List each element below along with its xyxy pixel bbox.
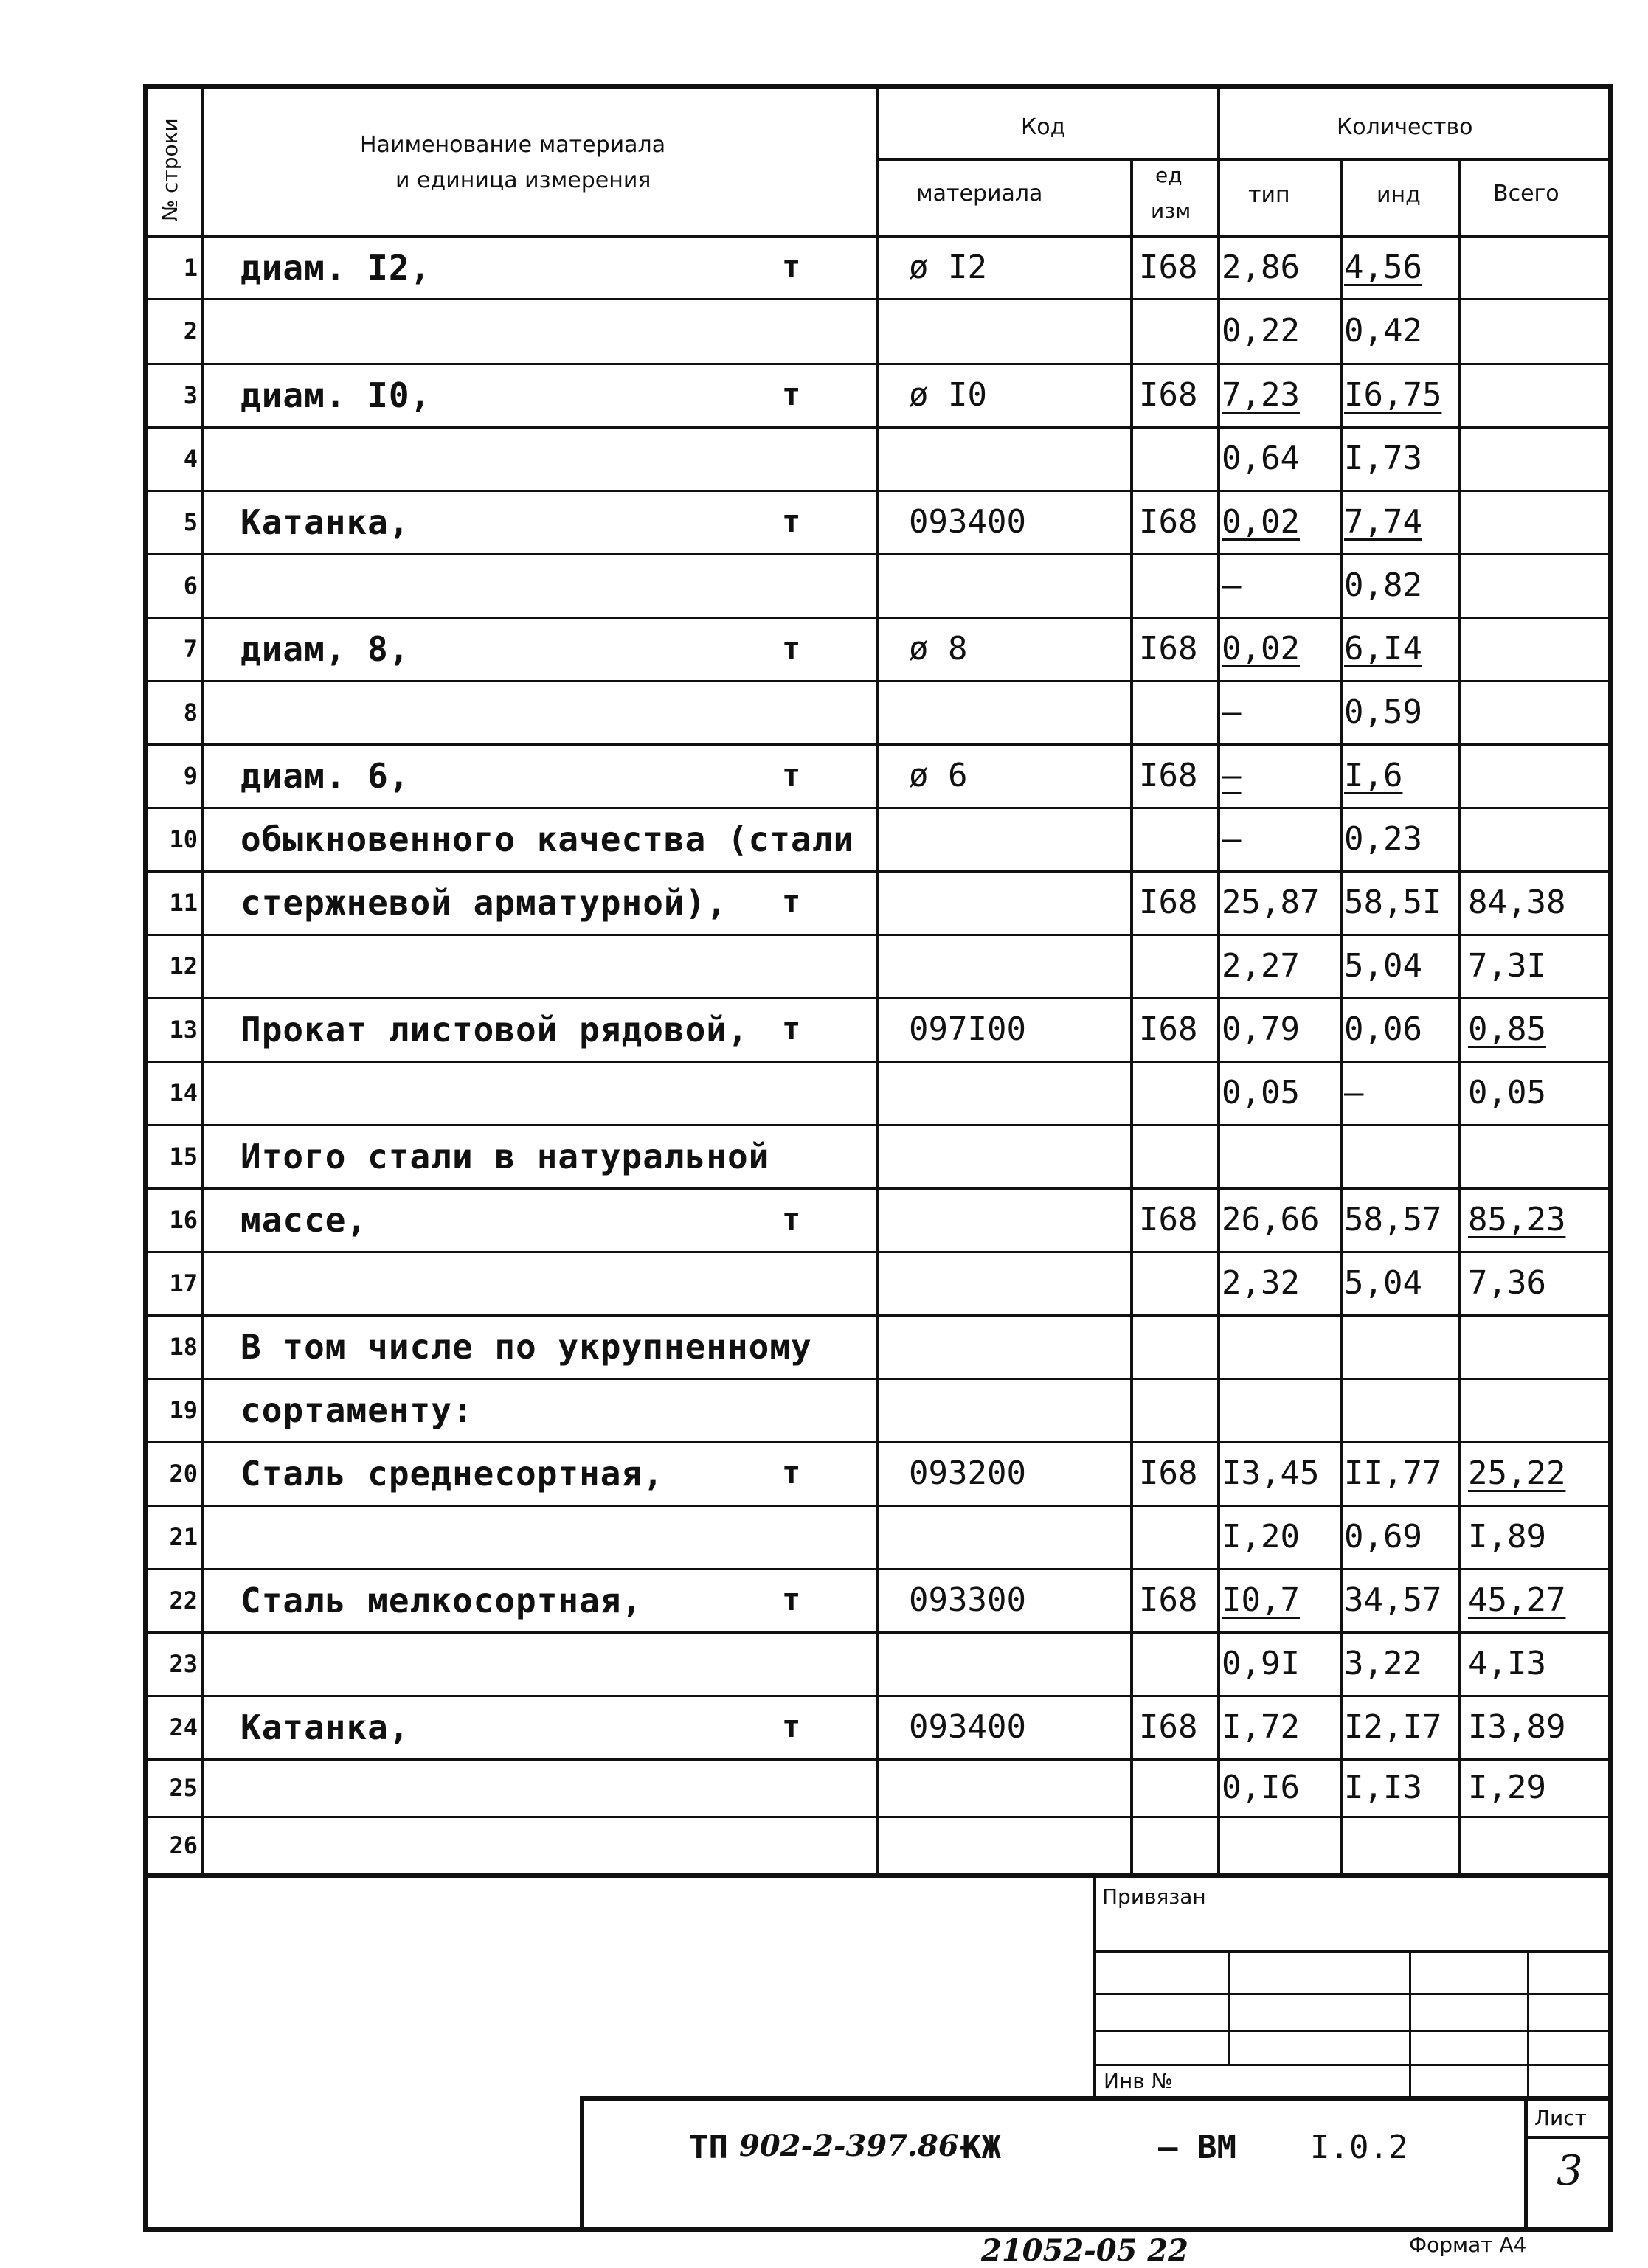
header-mid-line (876, 158, 1611, 161)
cell-n: 9 (183, 762, 198, 790)
cell-name: Катанка, (240, 502, 410, 542)
cell-code: 093400 (909, 1708, 1026, 1746)
cell-unit: т (782, 1581, 801, 1617)
unit-header-line-2: изм (1151, 198, 1191, 223)
cell-ind: I6,75 (1344, 376, 1442, 414)
cell-code: 093300 (909, 1581, 1026, 1619)
cell-name: диам. I0, (240, 375, 432, 415)
cell-name: диам. 6, (240, 756, 410, 796)
cell-unit: т (782, 249, 801, 285)
cell-name: Итого стали в натуральной (240, 1137, 770, 1176)
cell-code: ø 8 (909, 630, 968, 667)
cell-unit: т (782, 503, 801, 539)
cell-typ: 2,86 (1222, 249, 1300, 286)
table-row (0, 428, 1648, 490)
name-header-line-1: Наименование материала (360, 132, 666, 158)
row-number-header: № строки (158, 118, 182, 221)
cell-code: ø I2 (909, 249, 987, 286)
table-row (0, 1633, 1648, 1695)
table-row (0, 237, 1648, 298)
cell-name: В том числе по укрупненному (240, 1327, 812, 1367)
cell-ed: I68 (1139, 630, 1198, 667)
cell-n: 10 (169, 825, 198, 853)
cell-ind: 58,57 (1344, 1201, 1442, 1238)
cell-name: диам. I2, (240, 248, 432, 288)
tied-box-line (1093, 2030, 1610, 2032)
cell-ind: I,6 (1344, 757, 1403, 794)
cell-code: 093400 (909, 503, 1026, 541)
format-label: Формат А4 (1409, 2233, 1527, 2257)
cell-name: сортаменту: (240, 1390, 474, 1430)
cell-unit: т (782, 630, 801, 666)
cell-typ: 0,02 (1222, 630, 1300, 667)
sheet-box-left (1524, 2096, 1528, 2230)
tied-box-line (1093, 2064, 1610, 2066)
cell-ind: 7,74 (1344, 503, 1422, 541)
cell-n: 19 (169, 1396, 198, 1424)
cell-ed: I68 (1139, 757, 1198, 794)
document-section: I.0.2 (1310, 2129, 1408, 2166)
cell-total: 45,27 (1468, 1581, 1566, 1619)
cell-typ: – (1222, 820, 1242, 858)
cell-name: массе, (240, 1200, 368, 1240)
cell-ed: I68 (1139, 1708, 1198, 1746)
document-code-prefix: ТП (689, 2129, 728, 2166)
cell-unit: т (782, 884, 801, 920)
cell-code: ø I0 (909, 376, 987, 414)
sheet-number: 3 (1557, 2147, 1583, 2195)
table-row (0, 1760, 1648, 1816)
cell-n: 22 (169, 1586, 198, 1615)
cell-n: 1 (183, 254, 198, 282)
cell-typ: 2,27 (1222, 947, 1300, 985)
cell-ind: 34,57 (1344, 1581, 1442, 1619)
cell-ind: 0,06 (1344, 1010, 1422, 1048)
cell-n: 26 (169, 1831, 198, 1859)
cell-name: Катанка, (240, 1707, 410, 1747)
cell-name: обыкновенного качества (стали (240, 819, 855, 859)
table-row (0, 1817, 1648, 1873)
cell-n: 4 (183, 445, 198, 473)
table-row (0, 1189, 1648, 1251)
cell-ind: 0,69 (1344, 1518, 1422, 1556)
cell-unit: т (782, 1201, 801, 1237)
cell-typ: – (1222, 566, 1242, 604)
cell-total: 84,38 (1468, 884, 1566, 921)
cell-ind: 4,56 (1344, 249, 1422, 286)
table-row (0, 1379, 1648, 1441)
tied-box-vline (1527, 1950, 1529, 2098)
cell-name: Прокат листовой рядовой, (240, 1010, 749, 1050)
cell-name: стержневой арматурной), (240, 883, 727, 923)
cell-typ: 0,64 (1222, 440, 1300, 477)
cell-n: 18 (169, 1333, 198, 1361)
cell-typ: 0,9I (1222, 1645, 1300, 1682)
total-header: Всего (1493, 181, 1559, 207)
cell-ind: II,77 (1344, 1454, 1442, 1492)
material-code-header: материала (916, 181, 1043, 207)
cell-n: 20 (169, 1460, 198, 1488)
cell-n: 25 (169, 1774, 198, 1802)
cell-typ: – (1222, 757, 1242, 794)
cell-ed: I68 (1139, 249, 1198, 286)
tied-box-vline (1228, 1950, 1230, 2065)
table-row (0, 1316, 1648, 1378)
cell-ind: I,73 (1344, 440, 1422, 477)
cell-total: 7,3I (1468, 947, 1546, 985)
code-header: Код (1021, 114, 1066, 140)
cell-n: 6 (183, 572, 198, 600)
cell-n: 11 (169, 889, 198, 917)
cell-code: ø 6 (909, 757, 968, 794)
cell-ind: – (1344, 1074, 1364, 1112)
cell-ind: 5,04 (1344, 1264, 1422, 1302)
cell-ed: I68 (1139, 1454, 1198, 1492)
cell-ind: 0,59 (1344, 693, 1422, 731)
table-row (0, 618, 1648, 680)
document-code-handwritten: 902-2-397.86– (739, 2129, 974, 2163)
tied-box-line (1093, 1993, 1610, 1995)
cell-ind: 5,04 (1344, 947, 1422, 985)
cell-typ: – (1222, 693, 1242, 731)
cell-code: 093200 (909, 1454, 1026, 1492)
cell-typ: 0,05 (1222, 1074, 1300, 1112)
table-row (0, 682, 1648, 743)
table-row (0, 1506, 1648, 1568)
cell-ind: 0,82 (1344, 566, 1422, 604)
cell-n: 17 (169, 1269, 198, 1297)
cell-total: I,29 (1468, 1769, 1546, 1806)
cell-n: 3 (183, 381, 198, 409)
cell-n: 2 (183, 317, 198, 345)
cell-n: 12 (169, 952, 198, 980)
cell-typ: 0,I6 (1222, 1769, 1300, 1806)
cell-n: 23 (169, 1650, 198, 1678)
cell-code: 097I00 (909, 1010, 1026, 1048)
table-row (0, 1126, 1648, 1187)
table-row (0, 1696, 1648, 1758)
sheet-box-mid (1524, 2136, 1611, 2139)
cell-n: 21 (169, 1523, 198, 1551)
cell-typ: 25,87 (1222, 884, 1320, 921)
cell-unit: т (782, 1708, 801, 1744)
quantity-header: Количество (1337, 114, 1473, 140)
table-row (0, 1062, 1648, 1124)
cell-typ: I,72 (1222, 1708, 1300, 1746)
tied-label: Привязан (1102, 1884, 1206, 1909)
cell-typ: 0,02 (1222, 503, 1300, 541)
cell-typ: 0,79 (1222, 1010, 1300, 1048)
cell-ind: 0,42 (1344, 312, 1422, 350)
table-row (0, 364, 1648, 426)
cell-n: 5 (183, 508, 198, 536)
table-row (0, 808, 1648, 870)
cell-n: 24 (169, 1713, 198, 1741)
cell-n: 7 (183, 635, 198, 663)
inventory-number-label: Инв № (1104, 2069, 1173, 2093)
tied-box-vline (1409, 1950, 1411, 2098)
table-row (0, 999, 1648, 1061)
cell-unit: т (782, 1454, 801, 1491)
cell-ind: 58,5I (1344, 884, 1442, 921)
cell-total: 85,23 (1468, 1201, 1566, 1238)
table-row (0, 1252, 1648, 1314)
cell-ind: I2,I7 (1344, 1708, 1442, 1746)
table-row (0, 1570, 1648, 1631)
cell-name: диам, 8, (240, 629, 410, 669)
stamp-top-line (581, 2096, 1611, 2101)
table-bottom-line (143, 1873, 1611, 1878)
cell-ind: 3,22 (1344, 1645, 1422, 1682)
cell-unit: т (782, 1010, 801, 1047)
cell-typ: 0,22 (1222, 312, 1300, 350)
cell-name: Сталь мелкосортная, (240, 1581, 643, 1620)
cell-typ: I3,45 (1222, 1454, 1320, 1492)
table-row (0, 745, 1648, 807)
cell-n: 14 (169, 1079, 198, 1107)
cell-total: 0,05 (1468, 1074, 1546, 1112)
cell-unit: т (782, 376, 801, 412)
sheet-label: Лист (1534, 2106, 1587, 2130)
table-row (0, 1443, 1648, 1505)
cell-n: 13 (169, 1016, 198, 1044)
cell-total: I,89 (1468, 1518, 1546, 1556)
cell-typ: 2,32 (1222, 1264, 1300, 1302)
cell-name: Сталь среднесортная, (240, 1454, 664, 1494)
table-row (0, 299, 1648, 363)
stamp-left-line (580, 2096, 584, 2230)
table-row (0, 935, 1648, 997)
cell-ed: I68 (1139, 376, 1198, 414)
cell-n: 16 (169, 1206, 198, 1234)
name-header-line-2: и единица измерения (395, 167, 651, 193)
cell-ind: 6,I4 (1344, 630, 1422, 667)
table-row (0, 555, 1648, 617)
cell-typ: I0,7 (1222, 1581, 1300, 1619)
cell-ed: I68 (1139, 1581, 1198, 1619)
table-row (0, 872, 1648, 934)
cell-ed: I68 (1139, 503, 1198, 541)
cell-ed: I68 (1139, 884, 1198, 921)
cell-typ: 7,23 (1222, 376, 1300, 414)
cell-total: 0,85 (1468, 1010, 1546, 1048)
cell-ed: I68 (1139, 1010, 1198, 1048)
cell-n: 8 (183, 698, 198, 726)
cell-typ: 26,66 (1222, 1201, 1320, 1238)
cell-unit: т (782, 757, 801, 793)
archive-number: 21052-05 22 (981, 2233, 1189, 2268)
cell-ind: 0,23 (1344, 820, 1422, 858)
tied-box-line (1093, 1950, 1610, 1953)
frame-bottom (143, 2227, 1613, 2232)
cell-total: 25,22 (1468, 1454, 1566, 1492)
cell-ind: I,I3 (1344, 1769, 1422, 1806)
cell-n: 15 (169, 1142, 198, 1171)
document-code-vm: – ВМ (1158, 2129, 1236, 2166)
ind-header: инд (1377, 182, 1421, 208)
cell-typ: I,20 (1222, 1518, 1300, 1556)
table-row (0, 491, 1648, 553)
cell-total: 7,36 (1468, 1264, 1546, 1302)
cell-total: 4,I3 (1468, 1645, 1546, 1682)
typ-header: тип (1248, 182, 1290, 208)
unit-header-line-1: ед (1155, 163, 1183, 187)
cell-total: I3,89 (1468, 1708, 1566, 1746)
cell-ed: I68 (1139, 1201, 1198, 1238)
document-code-kzh: КЖ (962, 2129, 1001, 2166)
